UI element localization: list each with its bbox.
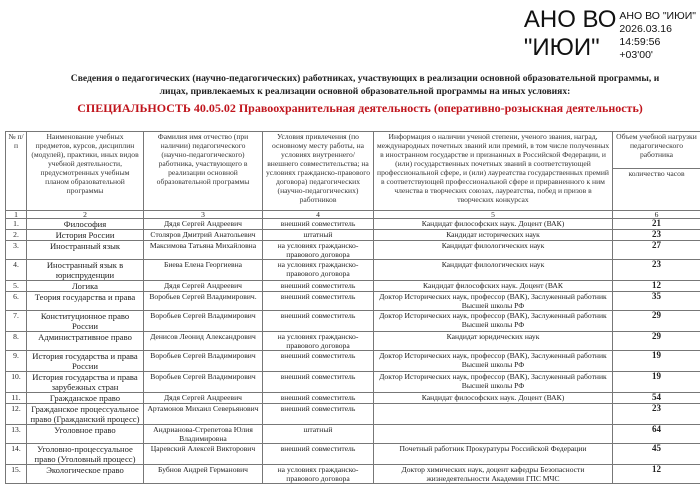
row-qualifications: Кандидат юридических наук xyxy=(374,332,613,351)
row-qualifications: Доктор Исторических наук, профессор (ВАК), Заслуженный работник Высшей школы РФ xyxy=(374,351,613,372)
column-numbers-row xyxy=(6,211,700,219)
row-qualifications: Кандидат исторических наук xyxy=(374,230,613,241)
row-subject: История России xyxy=(27,230,144,241)
row-qualifications: Кандидат философских наук. Доцент (ВАК) xyxy=(374,393,613,404)
row-hours: 35 xyxy=(613,292,700,311)
table-row xyxy=(6,444,700,465)
row-conditions: внешний совместитель xyxy=(263,311,374,332)
row-hours: 19 xyxy=(613,372,700,393)
table-row xyxy=(6,219,700,230)
header-name: Фамилия имя отчество (при наличии) педагогического (научно-педагогического) работника, участвующего в реализации основной образовательной программы xyxy=(144,132,263,211)
row-teacher-name: Столяров Дмитрий Анатольевич xyxy=(144,230,263,241)
col-number: 1 xyxy=(6,211,27,219)
row-teacher-name: Дядя Сергей Андреевич xyxy=(144,219,263,230)
table-row xyxy=(6,404,700,425)
row-hours: 27 xyxy=(613,241,700,260)
row-hours: 12 xyxy=(613,465,700,484)
row-hours: 23 xyxy=(613,260,700,281)
table-row xyxy=(6,425,700,444)
row-qualifications xyxy=(374,404,613,425)
row-num: 15. xyxy=(6,465,27,484)
row-teacher-name: Воробьев Сергей Владимирович xyxy=(144,372,263,393)
row-teacher-name: Царевский Алексей Викторович xyxy=(144,444,263,465)
col-number: 2 xyxy=(27,211,144,219)
stamp-timezone: +03'00' xyxy=(619,49,653,61)
staff-table xyxy=(5,131,700,484)
table-row xyxy=(6,465,700,484)
stamp-time: 14:59:56 xyxy=(619,36,661,48)
row-subject: Теория государства и права xyxy=(27,292,144,311)
row-hours: 29 xyxy=(613,332,700,351)
row-subject: Иностранный язык в юриспруденции xyxy=(27,260,144,281)
row-teacher-name: Воробьев Сергей Владимирович xyxy=(144,311,263,332)
row-qualifications xyxy=(374,425,613,444)
stamp-org-line1: АНО ВО xyxy=(523,6,617,33)
row-teacher-name: Денисов Леонид Александрович xyxy=(144,332,263,351)
row-qualifications: Доктор Исторических наук, профессор (ВАК), Заслуженный работник Высшей школы РФ xyxy=(374,372,613,393)
heading-line-1: Сведения о педагогических (научно-педагогических) работниках, участвующих в реализации основной образовательной программы, и xyxy=(70,73,660,84)
row-teacher-name: Дядя Сергей Андреевич xyxy=(144,393,263,404)
row-teacher-name: Воробьев Сергей Владимирович. xyxy=(144,292,263,311)
row-qualifications: Кандидат филологических наук xyxy=(374,241,613,260)
stamp-org-small: АНО ВО "ИЮИ" xyxy=(619,10,696,22)
row-qualifications: Кандидат философских наук. Доцент (ВАК) xyxy=(374,219,613,230)
col-number: 6 xyxy=(613,211,700,219)
row-teacher-name: Воробьев Сергей Владимирович xyxy=(144,351,263,372)
row-hours: 23 xyxy=(613,404,700,425)
row-qualifications: Доктор Исторических наук, профессор (ВАК), Заслуженный работник Высшей школы РФ xyxy=(374,292,613,311)
row-subject: Иностранный язык xyxy=(27,241,144,260)
row-conditions: внешний совместитель xyxy=(263,351,374,372)
row-subject: Философия xyxy=(27,219,144,230)
row-hours: 12 xyxy=(613,281,700,292)
row-teacher-name: Бубнов Андрей Германович xyxy=(144,465,263,484)
row-hours: 64 xyxy=(613,425,700,444)
row-num: 7. xyxy=(6,311,27,332)
row-subject: История государства и права зарубежных стран xyxy=(27,372,144,393)
row-qualifications: Доктор химических наук, доцент кафедры Безопасности жизнедеятельности Академии ГПС МЧС xyxy=(374,465,613,484)
row-conditions: на условиях гражданско-правового договора xyxy=(263,241,374,260)
row-subject: Уголовно-процессуальное право (Уголовный процесс) xyxy=(27,444,144,465)
stamp-details xyxy=(619,10,696,62)
stamp-date: 2026.03.16 xyxy=(619,23,672,35)
table-row xyxy=(6,260,700,281)
specialty-title: СПЕЦИАЛЬНОСТЬ 40.05.02 Правоохранительная деятельность (оперативно-розыскная деятельность) xyxy=(77,101,643,115)
row-num: 9. xyxy=(6,351,27,372)
row-conditions: внешний совместитель xyxy=(263,281,374,292)
header-load: Объем учебной нагрузки педагогического работника xyxy=(613,132,700,169)
row-conditions: внешний совместитель xyxy=(263,444,374,465)
table-row xyxy=(6,332,700,351)
header-num: № п/п xyxy=(6,132,27,211)
row-num: 12. xyxy=(6,404,27,425)
row-num: 10. xyxy=(6,372,27,393)
row-conditions: внешний совместитель xyxy=(263,219,374,230)
row-teacher-name: Максимова Татьяна Михайловна xyxy=(144,241,263,260)
row-conditions: штатный xyxy=(263,230,374,241)
row-subject: Логика xyxy=(27,281,144,292)
row-teacher-name: Артамонов Михаил Северьянович xyxy=(144,404,263,425)
row-subject: Административное право xyxy=(27,332,144,351)
row-num: 3. xyxy=(6,241,27,260)
row-hours: 21 xyxy=(613,219,700,230)
table-row xyxy=(6,351,700,372)
document-heading xyxy=(30,72,700,98)
digital-signature-stamp xyxy=(524,6,696,62)
header-info: Информация о наличии ученой степени, ученого звания, наград, международных почетных званий или премий, в том числе полученных в иностранном государстве и признанных в Российской Федерации, и (или) государственных почетных званий в соответствующей профессиональной сфере, и (или) лауреатства государственных премий в соответствующей профессиональной сфере и приравненного к ним членства в творческих союзах, лауреатства, побед и призов в творческих конкурсах xyxy=(374,132,613,211)
row-num: 11. xyxy=(6,393,27,404)
row-conditions: на условиях гражданско-правового договора xyxy=(263,260,374,281)
header-hours: количество часов xyxy=(613,169,700,211)
row-num: 2. xyxy=(6,230,27,241)
row-conditions: на условиях гражданско-правового договора xyxy=(263,465,374,484)
row-subject: Экологическое право xyxy=(27,465,144,484)
row-hours: 54 xyxy=(613,393,700,404)
row-conditions: на условиях гражданско-правового договора xyxy=(263,332,374,351)
row-subject: Уголовное право xyxy=(27,425,144,444)
row-num: 8. xyxy=(6,332,27,351)
row-hours: 19 xyxy=(613,351,700,372)
table-row xyxy=(6,311,700,332)
row-hours: 29 xyxy=(613,311,700,332)
header-conditions: Условия привлечения (по основному месту работы, на условиях внутреннего/ внешнего совместительства; на условиях гражданско-правового договора) педагогических (научно-педагогических) работников xyxy=(263,132,374,211)
row-teacher-name: Биева Елена Георгиевна xyxy=(144,260,263,281)
row-qualifications: Кандидат философских наук. Доцент (ВАК xyxy=(374,281,613,292)
row-conditions: внешний совместитель xyxy=(263,393,374,404)
table-row xyxy=(6,241,700,260)
row-qualifications: Доктор Исторических наук, профессор (ВАК), Заслуженный работник Высшей школы РФ xyxy=(374,311,613,332)
row-num: 1. xyxy=(6,219,27,230)
header-subject: Наименование учебных предметов, курсов, дисциплин (модулей), практики, иных видов учебной деятельности, предусмотренных учебным планом образовательной программы xyxy=(27,132,144,211)
table-row xyxy=(6,372,700,393)
header-row xyxy=(6,132,700,169)
row-teacher-name: Андрианова-Стрепетова Юлия Владимировна xyxy=(144,425,263,444)
col-number: 4 xyxy=(263,211,374,219)
row-conditions: внешний совместитель xyxy=(263,372,374,393)
col-number: 5 xyxy=(374,211,613,219)
row-subject: Гражданское право xyxy=(27,393,144,404)
row-teacher-name: Дядя Сергей Андреевич xyxy=(144,281,263,292)
row-num: 13. xyxy=(6,425,27,444)
row-num: 4. xyxy=(6,260,27,281)
stamp-org-large xyxy=(524,6,617,62)
table-row xyxy=(6,281,700,292)
row-subject: Гражданское процессуальное право (Гражданский процесс) xyxy=(27,404,144,425)
stamp-org-line2: "ИЮИ" xyxy=(523,34,600,61)
table-row xyxy=(6,230,700,241)
row-subject: Конституционное право России xyxy=(27,311,144,332)
row-subject: История государства и права России xyxy=(27,351,144,372)
row-conditions: внешний совместитель xyxy=(263,292,374,311)
row-qualifications: Кандидат филологических наук xyxy=(374,260,613,281)
table-row xyxy=(6,393,700,404)
row-qualifications: Почетный работник Прокуратуры Российской Федерации xyxy=(374,444,613,465)
row-num: 14. xyxy=(6,444,27,465)
col-number: 3 xyxy=(144,211,263,219)
row-num: 6. xyxy=(6,292,27,311)
table-row xyxy=(6,292,700,311)
heading-line-2: лицах, привлекаемых к реализации основной образовательной программы на иных условиях: xyxy=(159,86,571,97)
row-num: 5. xyxy=(6,281,27,292)
row-hours: 23 xyxy=(613,230,700,241)
row-hours: 45 xyxy=(613,444,700,465)
row-conditions: внешний совместитель xyxy=(263,404,374,425)
row-conditions: штатный xyxy=(263,425,374,444)
